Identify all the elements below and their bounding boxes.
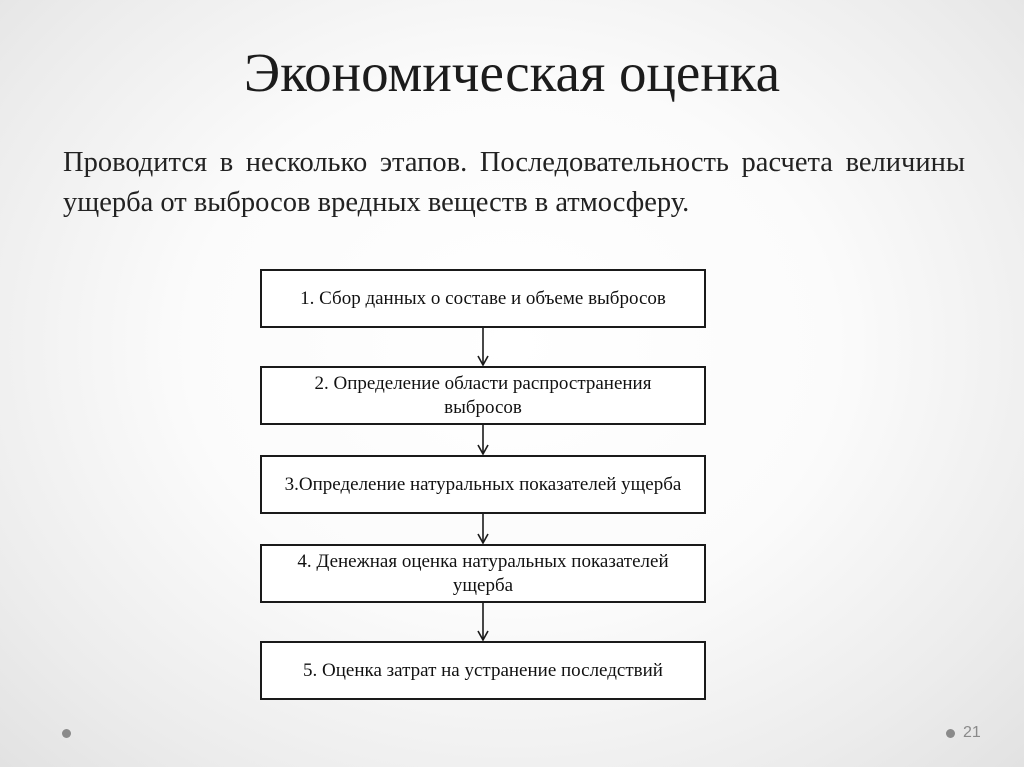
nav-dot-left-icon (62, 729, 71, 738)
page-number: 21 (963, 724, 981, 741)
nav-dot-right-icon (946, 729, 955, 738)
flow-step-4: 4. Денежная оценка натуральных показателей ущерба (260, 544, 706, 603)
intro-text: Проводится в несколько этапов. Последовательность расчета величины ущерба от выбросов вредных веществ в атмосферу. (63, 147, 965, 218)
flow-step-3: 3.Определение натуральных показателей ущерба (260, 455, 706, 514)
arrow-4-to-5 (478, 603, 488, 640)
arrow-1-to-2 (478, 328, 488, 365)
slide-title: Экономическая оценка (243, 42, 781, 103)
flow-step-2: 2. Определение области распространения выбросов (260, 366, 706, 425)
flow-step-1: 1. Сбор данных о составе и объеме выбросов (260, 269, 706, 328)
arrow-3-to-4 (478, 514, 488, 543)
arrow-2-to-3 (478, 425, 488, 454)
flow-step-5: 5. Оценка затрат на устранение последствий (260, 641, 706, 700)
